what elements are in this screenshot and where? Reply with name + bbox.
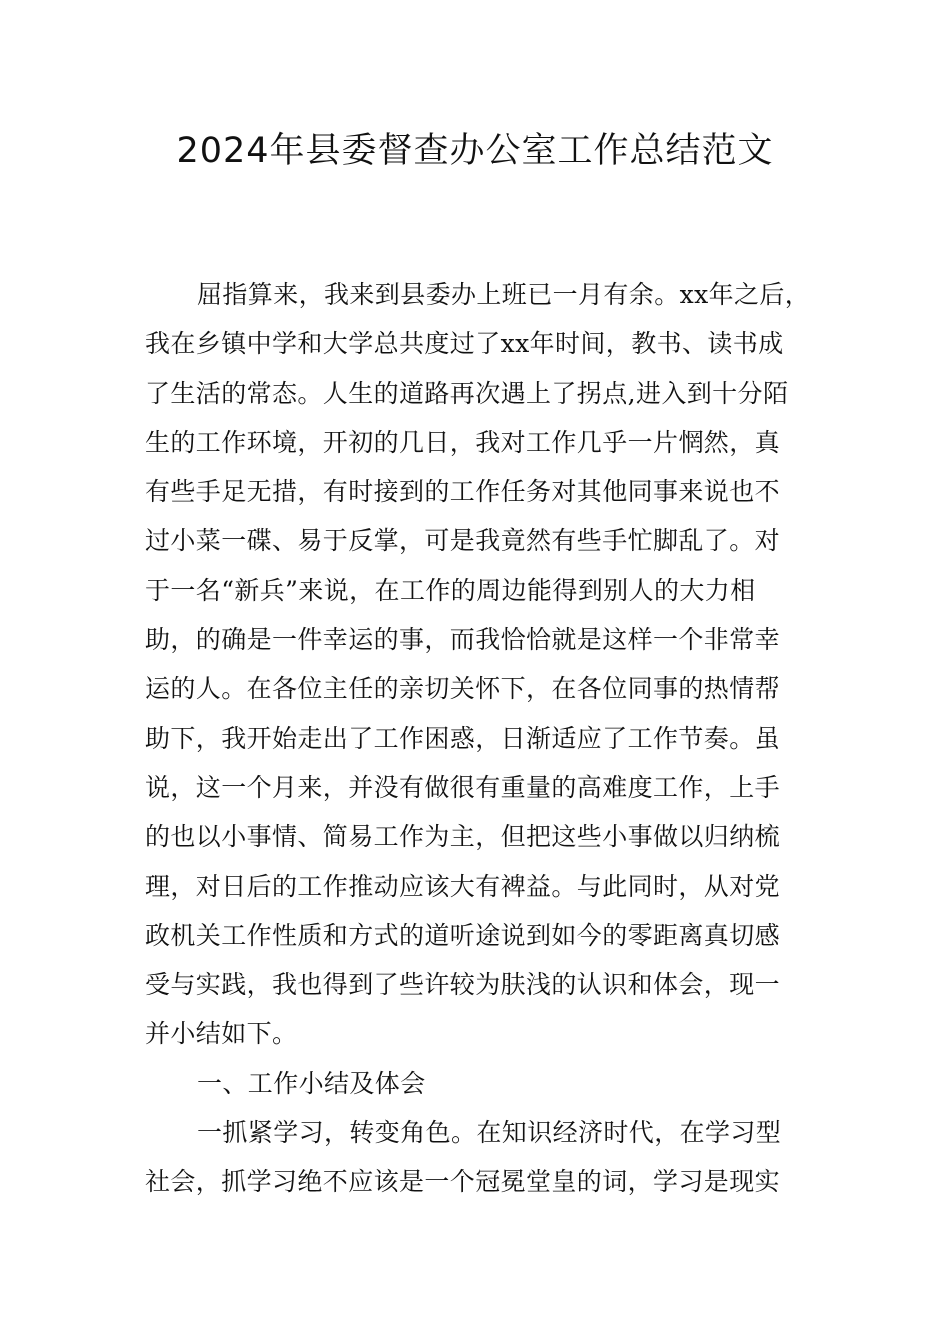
paragraph-line: 助下，我开始走出了工作困惑，日渐适应了工作节奏。虽 — [145, 723, 781, 753]
document-body — [145, 270, 825, 1207]
section-heading: 一、工作小结及体会 — [197, 1068, 426, 1098]
paragraph-line: 并小结如下。 — [145, 1019, 298, 1049]
document-title: 2024年县委督查办公室工作总结范文 — [176, 131, 774, 171]
paragraph-line: 一抓紧学习，转变角色。在知识经济时代，在学习型 — [197, 1118, 782, 1148]
paragraph-line: 屈指算来，我来到县委办上班已一月有余。xx年之后， — [197, 280, 811, 309]
paragraph-line: 社会，抓学习绝不应该是一个冠冕堂皇的词，学习是现实 — [145, 1167, 781, 1197]
paragraph-line: 的也以小事情、简易工作为主，但把这些小事做以归纳梳 — [145, 822, 781, 852]
paragraph-line: 生的工作环境，开初的几日，我对工作几乎一片惘然，真 — [145, 427, 781, 457]
paragraph-line: 过小菜一碟、易于反掌，可是我竟然有些手忙脚乱了。对 — [145, 526, 781, 556]
paragraph-line: 了生活的常态。人生的道路再次遇上了拐点,进入到十分陌 — [145, 378, 789, 408]
paragraph-line: 助，的确是一件幸运的事，而我恰恰就是这样一个非常幸 — [145, 625, 781, 655]
paragraph-line: 于一名“新兵”来说，在工作的周边能得到别人的大力相 — [145, 575, 756, 605]
paragraph-line: 运的人。在各位主任的亲切关怀下，在各位同事的热情帮 — [145, 674, 781, 704]
paragraph-line: 说，这一个月来，并没有做很有重量的高难度工作，上手 — [145, 772, 781, 802]
paragraph-line: 政机关工作性质和方式的道听途说到如今的零距离真切感 — [145, 920, 781, 950]
paragraph-line: 理，对日后的工作推动应该大有裨益。与此同时，从对党 — [145, 871, 781, 901]
paragraph-line: 受与实践，我也得到了些许较为肤浅的认识和体会，现一 — [145, 970, 781, 1000]
paragraph-line: 我在乡镇中学和大学总共度过了xx年时间，教书、读书成 — [145, 329, 784, 359]
paragraph-line: 有些手足无措，有时接到的工作任务对其他同事来说也不 — [145, 477, 781, 507]
